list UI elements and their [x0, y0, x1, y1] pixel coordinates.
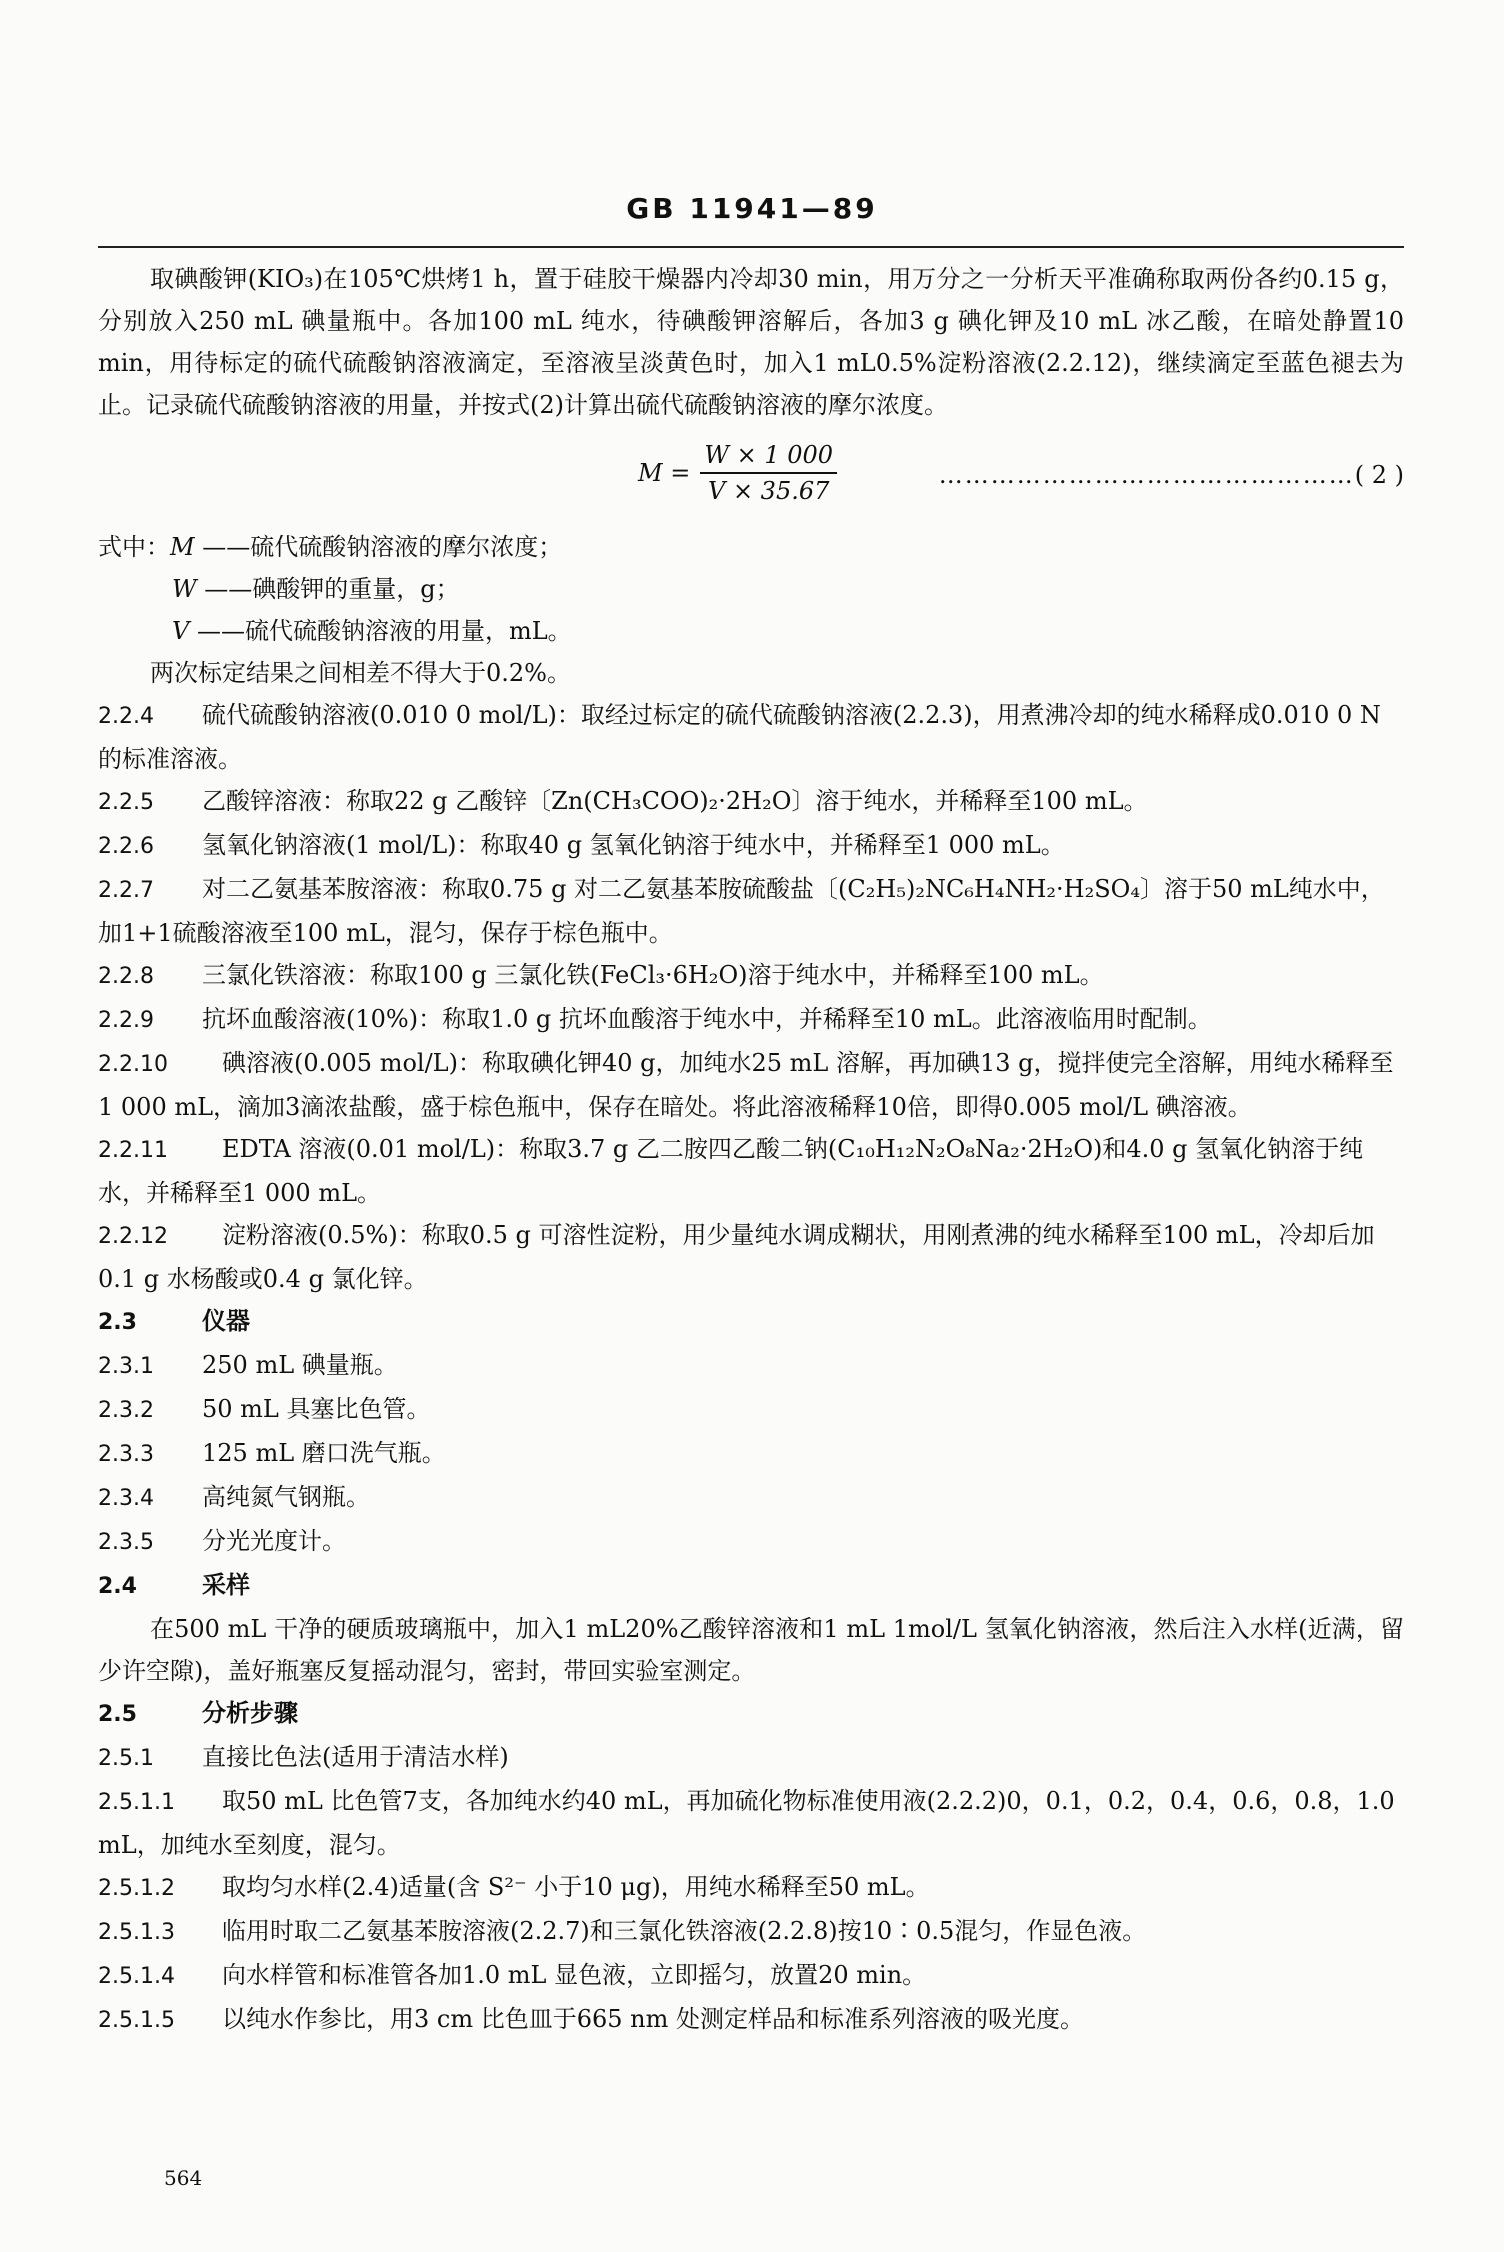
- definitions: [98, 526, 1404, 652]
- section-title: 仪器: [202, 1307, 250, 1335]
- clause-text: 碘溶液(0.005 mol/L)：称取碘化钾40 g，加纯水25 mL 溶解，再加碘13 g，搅拌使完全溶解，用纯水稀释至1 000 mL，滴加3滴浓盐酸，盛于棕色瓶中，保存在暗处。将此溶液稀释10倍，即得0.005 mol/L 碘溶液。: [98, 1049, 1394, 1121]
- clause-number: 2.3.5: [98, 1530, 154, 1555]
- clause-text: 250 mL 碘量瓶。: [202, 1351, 398, 1379]
- clause-text: 125 mL 磨口洗气瓶。: [202, 1439, 446, 1467]
- formula-number-line: [939, 454, 1404, 496]
- clause-number: 2.3.4: [98, 1486, 154, 1511]
- clause-text: 氢氧化钠溶液(1 mol/L)：称取40 g 氢氧化钠溶于纯水中，并稀释至1 000 mL。: [202, 831, 1065, 859]
- clause-2-2-4: [98, 694, 1404, 780]
- clause-number: 2.2.9: [98, 1008, 154, 1033]
- clause-2-2-10: [98, 1042, 1404, 1128]
- section-number: 2.5: [98, 1702, 137, 1727]
- header-rule: [98, 246, 1404, 248]
- clause-number: 2.5.1.3: [98, 1920, 175, 1945]
- clause-number: 2.2.7: [98, 878, 154, 903]
- tolerance-note: 两次标定结果之间相差不得大于0.2%。: [150, 659, 571, 687]
- clause-text: EDTA 溶液(0.01 mol/L)：称取3.7 g 乙二胺四乙酸二钠(C₁₀H₁₂N₂O₈Na₂·2H₂O)和4.0 g 氢氧化钠溶于纯水，并稀释至1 000 mL。: [98, 1135, 1364, 1207]
- definition-m: [98, 526, 1404, 568]
- clause-2-3-1: [98, 1344, 1404, 1388]
- section-title: 分析步骤: [202, 1699, 298, 1727]
- clause-text: 淀粉溶液(0.5%)：称取0.5 g 可溶性淀粉，用少量纯水调成糊状，用刚煮沸的纯水稀释至100 mL，冷却后加0.1 g 水杨酸或0.4 g 氯化锌。: [98, 1221, 1375, 1293]
- clause-text: 高纯氮气钢瓶。: [202, 1483, 370, 1511]
- formula-2: [98, 430, 1404, 526]
- clause-text: 以纯水作参比，用3 cm 比色皿于665 nm 处测定样品和标准系列溶液的吸光度。: [222, 2005, 1085, 2033]
- clause-number: 2.5.1: [98, 1746, 154, 1771]
- section-title: 采样: [202, 1571, 250, 1599]
- definition-w: [98, 568, 1404, 610]
- clause-text: 直接比色法(适用于清洁水样): [202, 1743, 509, 1771]
- clause-number: 2.3.1: [98, 1354, 154, 1379]
- clause-number: 2.5.1.2: [98, 1876, 175, 1901]
- clause-2-3-5: [98, 1520, 1404, 1564]
- clause-number: 2.2.11: [98, 1138, 168, 1163]
- definition-symbol: V: [172, 617, 190, 645]
- clause-text: 对二乙氨基苯胺溶液：称取0.75 g 对二乙氨基苯胺硫酸盐〔(C₂H₅)₂NC₆H₄NH₂·H₂SO₄〕溶于50 mL纯水中，加1+1硫酸溶液至100 mL，混匀，保存于棕色瓶中。: [98, 875, 1385, 947]
- clause-2-3-3: [98, 1432, 1404, 1476]
- sampling-paragraph: 在500 mL 干净的硬质玻璃瓶中，加入1 mL20%乙酸锌溶液和1 mL 1mol/L 氢氧化钠溶液，然后注入水样(近满，留少许空隙)，盖好瓶塞反复摇动混匀，密封，带回实验室测定。: [98, 1615, 1404, 1685]
- formula-expression: [638, 438, 837, 508]
- formula-numerator: W × 1 000: [700, 438, 837, 474]
- section-heading-2-4: [98, 1564, 1404, 1608]
- clause-text: 三氯化铁溶液：称取100 g 三氯化铁(FeCl₃·6H₂O)溶于纯水中，并稀释至100 mL。: [202, 961, 1104, 989]
- clause-text: 取50 mL 比色管7支，各加纯水约40 mL，再加硫化物标准使用液(2.2.2)0，0.1，0.2，0.4，0.6，0.8，1.0 mL，加纯水至刻度，混匀。: [98, 1787, 1395, 1859]
- definition-prefix: 式中：: [98, 533, 170, 561]
- clause-2-2-6: [98, 824, 1404, 868]
- clause-2-2-5: [98, 780, 1404, 824]
- clause-2-3-2: [98, 1388, 1404, 1432]
- intro-paragraph: 取碘酸钾(KIO₃)在105℃烘烤1 h，置于硅胶干燥器内冷却30 min，用万分之一分析天平准确称取两份各约0.15 g，分别放入250 mL 碘量瓶中。各加100 mL 纯水，待碘酸钾溶解后，各加3 g 碘化钾及10 mL 冰乙酸，在暗处静置10 min，用待标定的硫代硫酸钠溶液滴定，至溶液呈淡黄色时，加入1 mL0.5%淀粉溶液(2.2.12)，继续滴定至蓝色褪去为止。记录硫代硫酸钠溶液的用量，并按式(2)计算出硫代硫酸钠溶液的摩尔浓度。: [98, 265, 1404, 419]
- clause-2-5-1-2: [98, 1866, 1404, 1910]
- definition-text: ——硫代硫酸钠溶液的用量，mL。: [189, 617, 572, 645]
- definition-symbol: M: [170, 533, 195, 561]
- clause-number: 2.2.4: [98, 704, 154, 729]
- document-body: [98, 258, 1404, 2042]
- formula-number: ( 2 ): [1354, 461, 1404, 489]
- clause-text: 抗坏血酸溶液(10%)：称取1.0 g 抗坏血酸溶于纯水中，并稀释至10 mL。此溶液临用时配制。: [202, 1005, 1212, 1033]
- clause-text: 分光光度计。: [202, 1527, 346, 1555]
- clause-number: 2.2.8: [98, 964, 154, 989]
- clause-text: 50 mL 具塞比色管。: [202, 1395, 431, 1423]
- clause-text: 取均匀水样(2.4)适量(含 S²⁻ 小于10 μg)，用纯水稀释至50 mL。: [222, 1873, 930, 1901]
- section-heading-2-3: [98, 1300, 1404, 1344]
- clause-number: 2.2.5: [98, 790, 154, 815]
- clause-2-2-12: [98, 1214, 1404, 1300]
- clause-2-2-9: [98, 998, 1404, 1042]
- clause-number: 2.2.6: [98, 834, 154, 859]
- clause-text: 硫代硫酸钠溶液(0.010 0 mol/L)：取经过标定的硫代硫酸钠溶液(2.2.3)，用煮沸冷却的纯水稀释成0.010 0 N 的标准溶液。: [98, 701, 1381, 773]
- clause-number: 2.5.1.4: [98, 1964, 175, 1989]
- clause-number: 2.2.12: [98, 1224, 168, 1249]
- clause-2-2-7: [98, 868, 1404, 954]
- formula-lhs: M =: [638, 459, 691, 487]
- definition-v: [98, 610, 1404, 652]
- section-heading-2-5: [98, 1692, 1404, 1736]
- clause-2-2-8: [98, 954, 1404, 998]
- standard-header: GB 11941—89: [626, 192, 878, 225]
- clause-number: 2.3.3: [98, 1442, 154, 1467]
- clause-2-5-1: [98, 1736, 1404, 1780]
- clause-2-2-11: [98, 1128, 1404, 1214]
- clause-2-5-1-5: [98, 1998, 1404, 2042]
- clause-number: 2.2.10: [98, 1052, 168, 1077]
- definition-text: ——硫代硫酸钠溶液的摩尔浓度；: [194, 533, 563, 561]
- clause-2-5-1-1: [98, 1780, 1404, 1866]
- page-number: 564: [164, 2166, 203, 2190]
- clause-text: 向水样管和标准管各加1.0 mL 显色液，立即摇匀，放置20 min。: [222, 1961, 927, 1989]
- section-number: 2.4: [98, 1574, 137, 1599]
- clause-number: 2.3.2: [98, 1398, 154, 1423]
- formula-leader: …………………………………………: [938, 461, 1355, 489]
- clause-2-3-4: [98, 1476, 1404, 1520]
- section-number: 2.3: [98, 1310, 137, 1335]
- definition-symbol: W: [172, 575, 197, 603]
- clause-number: 2.5.1.1: [98, 1790, 175, 1815]
- clause-text: 临用时取二乙氨基苯胺溶液(2.2.7)和三氯化铁溶液(2.2.8)按10∶0.5混匀，作显色液。: [222, 1917, 1147, 1945]
- definition-text: ——碘酸钾的重量，g；: [196, 575, 460, 603]
- formula-fraction: [700, 438, 837, 508]
- formula-denominator: V × 35.67: [707, 477, 830, 505]
- clause-2-5-1-3: [98, 1910, 1404, 1954]
- clause-text: 乙酸锌溶液：称取22 g 乙酸锌〔Zn(CH₃COO)₂·2H₂O〕溶于纯水，并稀释至100 mL。: [202, 787, 1148, 815]
- clause-2-5-1-4: [98, 1954, 1404, 1998]
- clause-number: 2.5.1.5: [98, 2008, 175, 2033]
